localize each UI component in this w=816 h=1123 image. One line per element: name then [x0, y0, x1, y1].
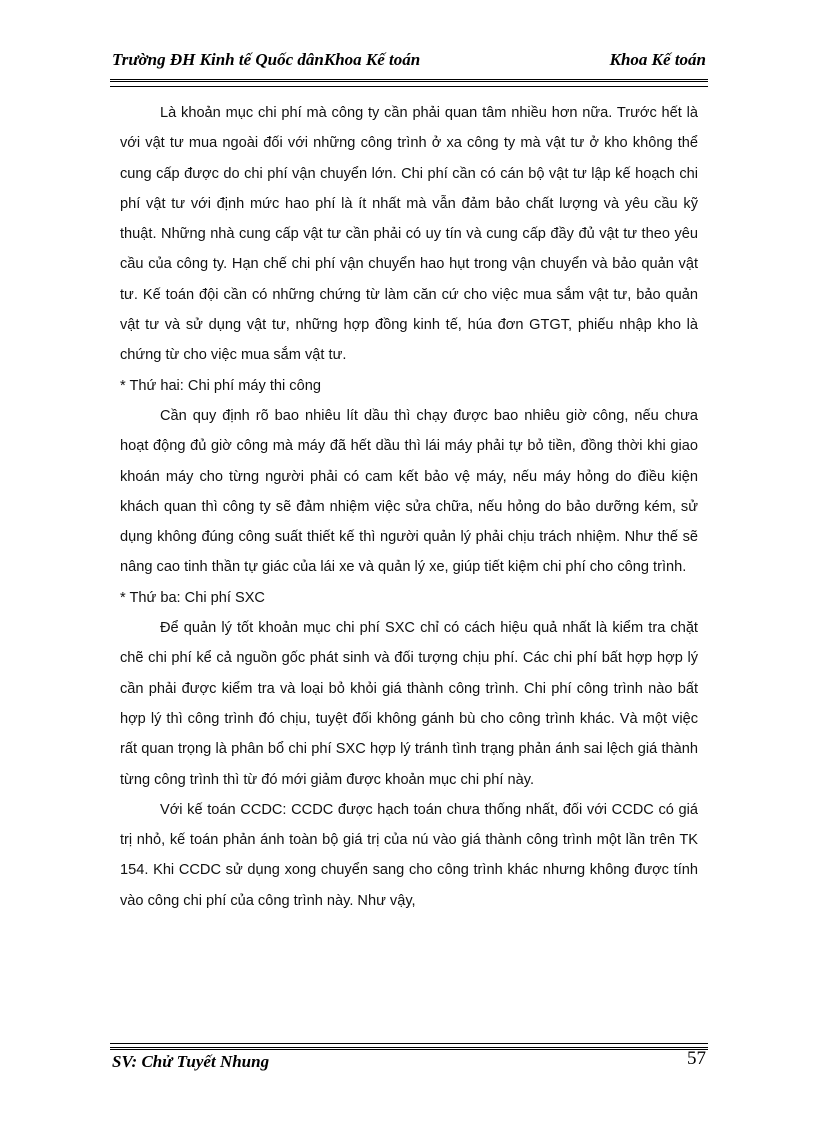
heading-machine-costs: * Thứ hai: Chi phí máy thi công	[120, 377, 321, 394]
page-number: 57	[687, 1048, 706, 1069]
footer-rule-thin	[110, 1043, 708, 1044]
footer-student-name: SV: Chử Tuyết Nhung	[112, 1052, 270, 1071]
header-school: Trường ĐH Kinh tế Quốc dânKhoa Kế toán	[112, 50, 421, 69]
paragraph-machine-costs: Cần quy định rõ bao nhiêu lít dầu thì chạy được bao nhiêu giờ công, nếu chưa hoạt động đủ giờ công mà máy đã hết dầu thì lái máy phải tự bỏ tiền, đồng thời khi giao khoán máy cho từng người phải có cam kết bảo vệ máy, nếu máy hỏng do điều kiện khách quan thì công ty sẽ đảm nhiệm việc sửa chữa, nếu hỏng do bảo dưỡng kém, sử dụng không đúng công suất thiết kế thì người quản lý phải chịu trách nhiệm. Như thế sẽ nâng cao tinh thần tự giác của lái xe và quản lý xe, giúp tiết kiệm chi phí cho công trình.	[120, 407, 698, 576]
paragraph-overhead-costs: Để quản lý tốt khoản mục chi phí SXC chỉ có cách hiệu quả nhất là kiểm tra chặt chẽ chi phí kể cả nguồn gốc phát sinh và đối tượng chịu phí. Các chi phí bất hợp hợp lý cần phải được kiểm tra và loại bỏ khỏi giá thành công trình. Chi phí công trình nào bất hợp lý thì công trình đó chịu, tuyệt đối không gánh bù cho công trình khác. Và một việc rất quan trọng là phân bổ chi phí SXC hợp lý tránh tình trạng phản ánh sai lệch giá thành từng công trình thì từ đó mới giảm được khoản mục chi phí này.	[120, 620, 698, 788]
footer-rule	[110, 1047, 708, 1050]
body-content	[120, 98, 698, 916]
page-header	[112, 50, 706, 74]
heading-overhead-costs: * Thứ ba: Chi phí SXC	[120, 589, 265, 606]
header-faculty: Khoa Kế toán	[609, 50, 706, 69]
page-footer	[112, 1048, 706, 1076]
paragraph-materials: Là khoản mục chi phí mà công ty cần phải quan tâm nhiều hơn nữa. Trước hết là với vật tư mua ngoài đối với những công trình ở xa công ty mà vật tư ở kho không thể cung cấp được do chi phí vận chuyển lớn. Chi phí cần có cán bộ vật tư lập kế hoạch chi phí vật tư với định mức hao phí là ít nhất mà vẫn đảm bảo chất lượng và yêu cầu kỹ thuật. Những nhà cung cấp vật tư cần phải có uy tín và cung cấp đầy đủ vật tư theo yêu cầu của công ty. Hạn chế chi phí vận chuyển hao hụt trong vận chuyển và bảo quản vật tư. Kế toán đội cần có những chứng từ làm căn cứ cho việc mua sắm vật tư, bảo quản vật tư và sử dụng vật tư, những hợp đồng kinh tế, húa đơn GTGT, phiếu nhập kho là chứng từ cho việc mua sắm vật tư.	[120, 105, 698, 364]
header-rule	[110, 79, 708, 82]
paragraph-tools: Với kế toán CCDC: CCDC được hạch toán chưa thống nhất, đối với CCDC có giá trị nhỏ, kế toán phản ánh toàn bộ giá trị của nú vào giá thành công trình một lần trên TK 154. Khi CCDC sử dụng xong chuyển sang cho công trình khác nhưng không được tính vào công chi phí của công trình này. Như vậy,	[120, 801, 698, 909]
header-rule-thin	[110, 86, 708, 87]
